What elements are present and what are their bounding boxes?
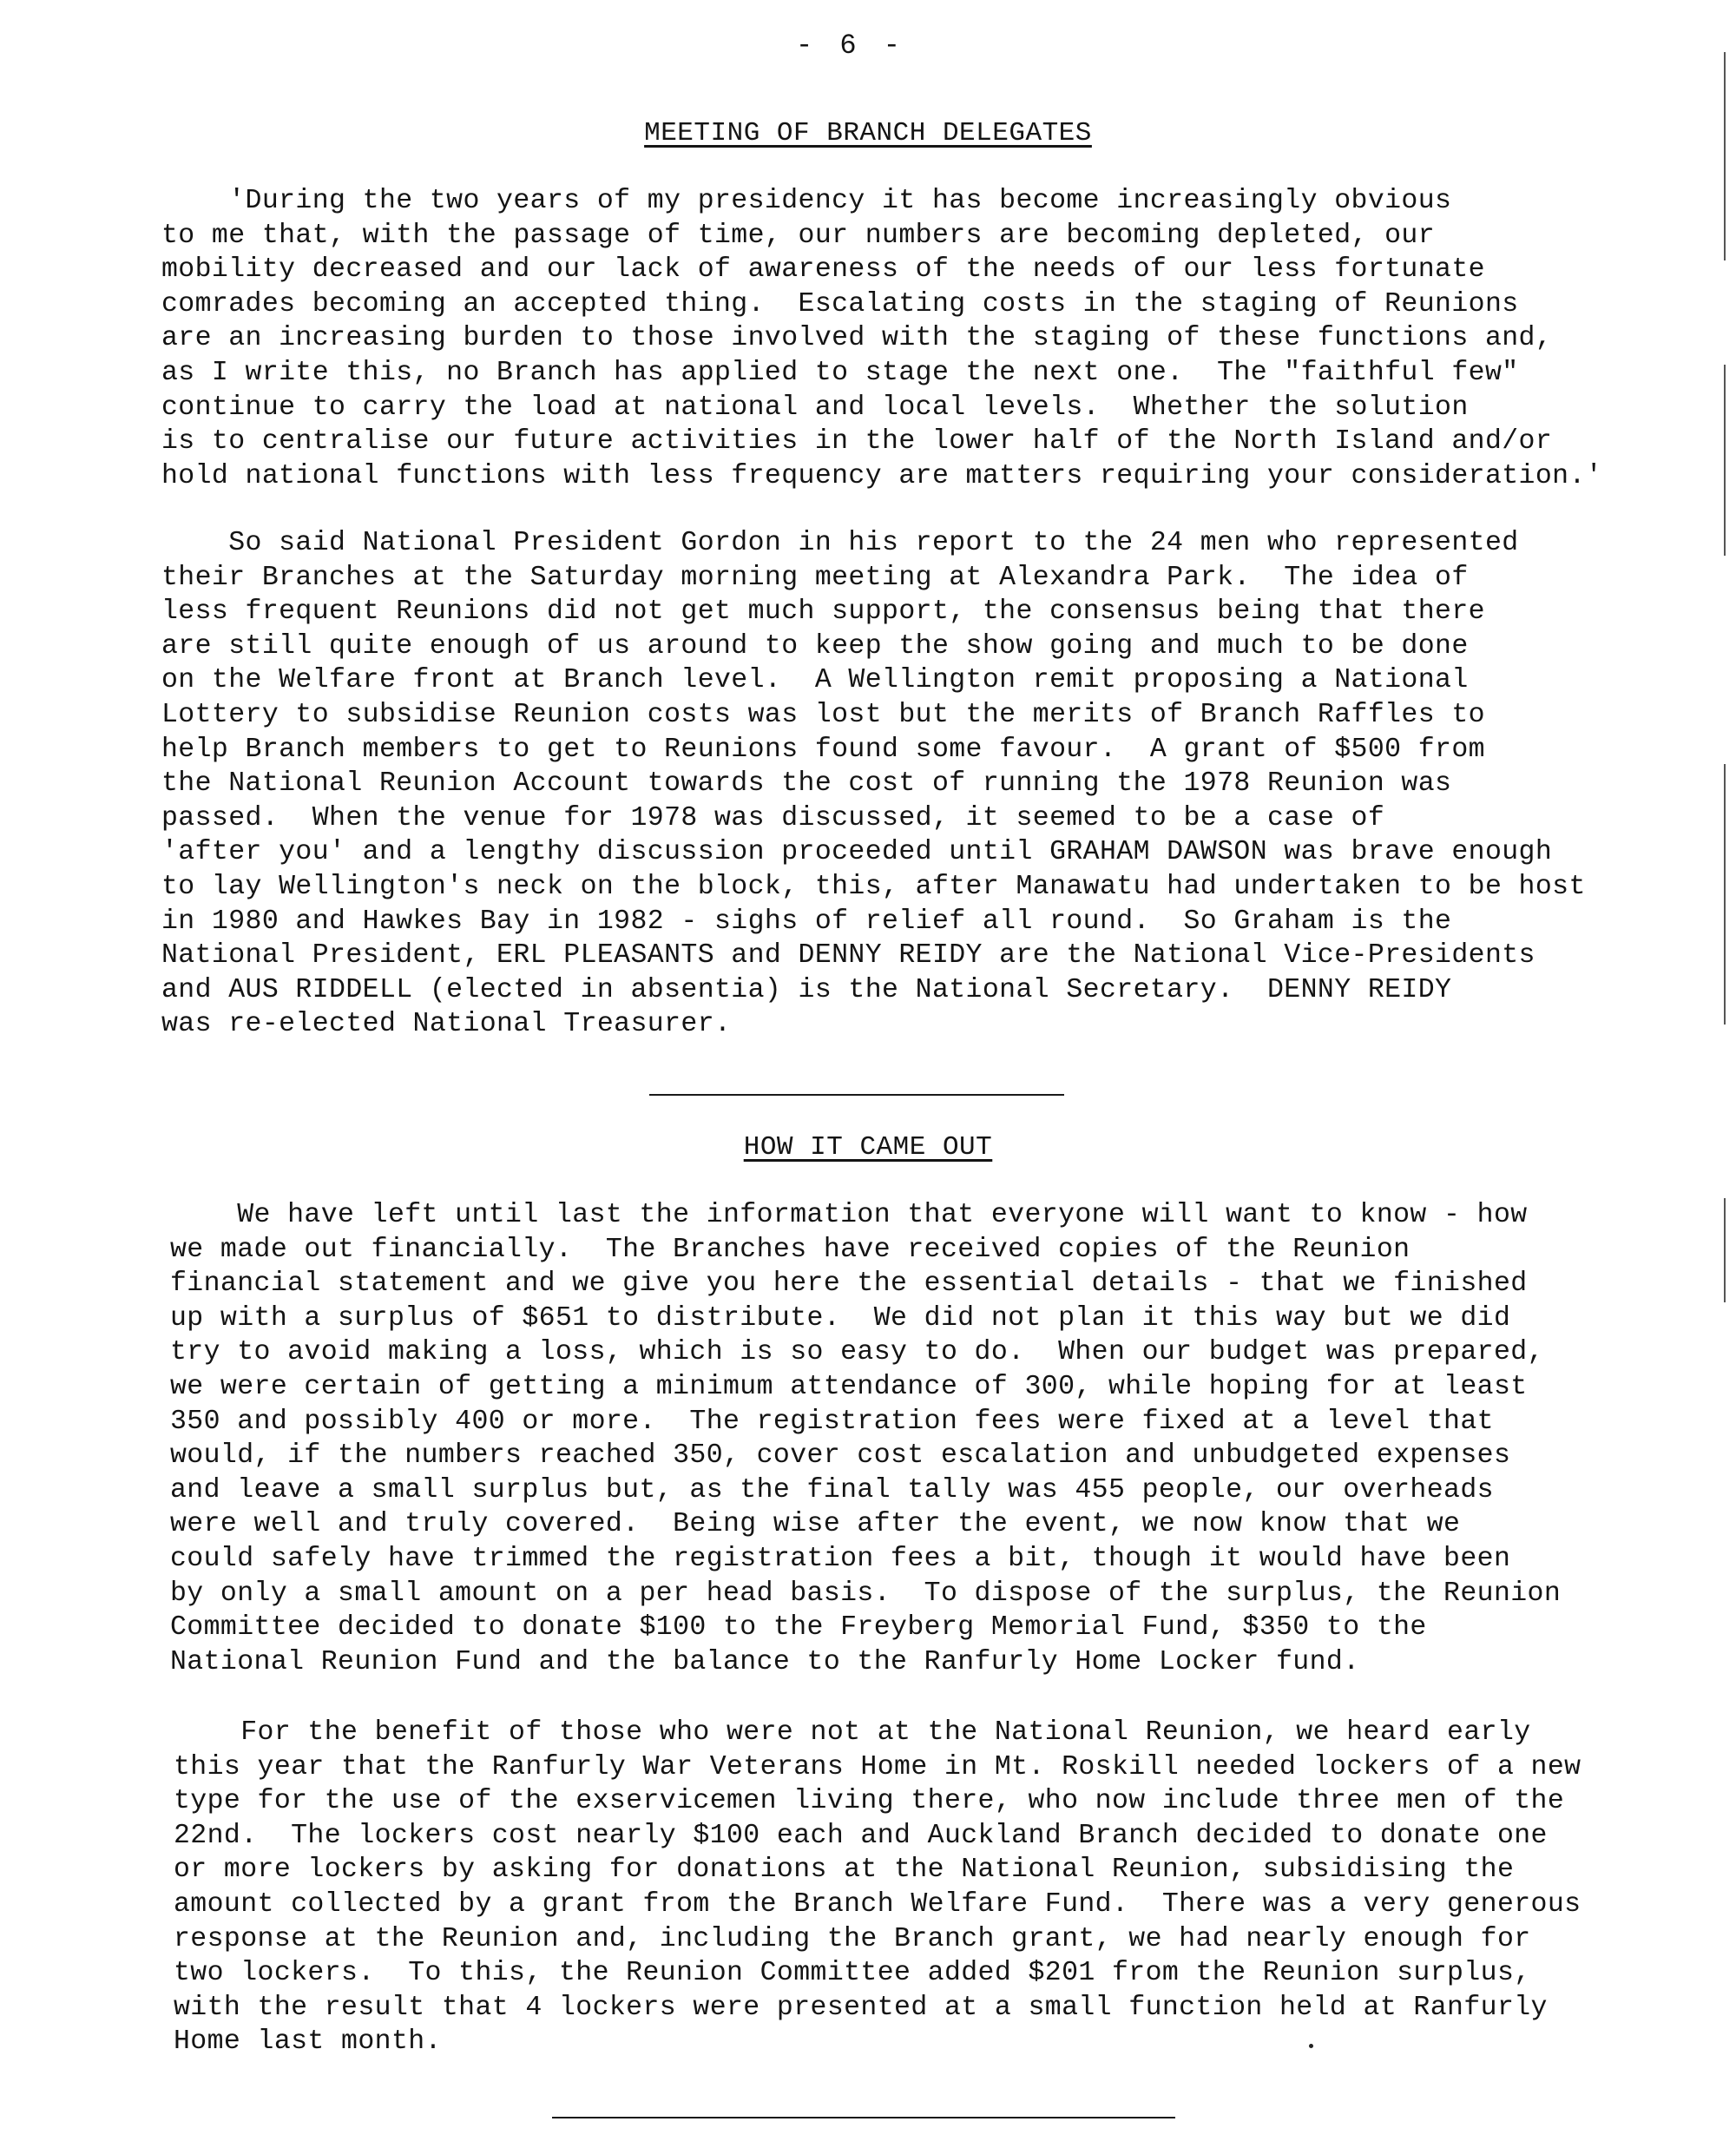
text-line: were well and truly covered. Being wise after the event, we now know that we <box>170 1509 1461 1540</box>
text-line: Committee decided to donate $100 to the Freyberg Memorial Fund, $350 to the <box>170 1612 1427 1644</box>
text-line: mobility decreased and our lack of awareness of the needs of our less fortunate <box>161 254 1485 286</box>
text-line: National President, ERL PLEASANTS and DENNY REIDY are the National Vice-Presidents <box>161 940 1535 972</box>
text-line: help Branch members to get to Reunions found some favour. A grant of $500 from <box>161 734 1485 765</box>
text-line: could safely have trimmed the registration fees a bit, though it would have been <box>170 1543 1511 1574</box>
president-quote-paragraph <box>161 184 1602 493</box>
closing-divider <box>552 2117 1175 2118</box>
text-line: For the benefit of those who were not at the National Reunion, we heard early <box>174 1717 1531 1748</box>
page-number: - 6 - <box>795 30 905 62</box>
section-heading-how-it-came-out: HOW IT CAME OUT <box>743 1132 993 1163</box>
text-line: the National Reunion Account towards the cost of running the 1978 Reunion was <box>161 768 1452 800</box>
text-line: financial statement and we give you here the essential details - that we finished <box>170 1268 1528 1300</box>
text-line: passed. When the venue for 1978 was discussed, it seemed to be a case of <box>161 802 1385 834</box>
section-heading-meeting: MEETING OF BRANCH DELEGATES <box>644 118 1092 148</box>
text-line: 22nd. The lockers cost nearly $100 each and Auckland Branch decided to donate one <box>174 1820 1548 1851</box>
margin-scan-mark <box>1724 764 1726 1025</box>
text-line: is to centralise our future activities in the lower half of the North Island and/or <box>161 426 1553 458</box>
section-divider <box>649 1094 1064 1096</box>
text-line: and AUS RIDDELL (elected in absentia) is the National Secretary. DENNY REIDY <box>161 974 1452 1005</box>
text-line: in 1980 and Hawkes Bay in 1982 - sighs of relief all round. So Graham is the <box>161 906 1452 937</box>
text-line: by only a small amount on a per head basis. To dispose of the surplus, the Reunion <box>170 1578 1562 1609</box>
text-line: this year that the Ranfurly War Veterans Home in Mt. Roskill needed lockers of a new <box>174 1751 1581 1782</box>
text-line: their Branches at the Saturday morning meeting at Alexandra Park. The idea of <box>161 562 1469 593</box>
text-line: would, if the numbers reached 350, cover cost escalation and unbudgeted expenses <box>170 1440 1511 1472</box>
text-line: So said National President Gordon in his report to the 24 men who represented <box>161 528 1519 558</box>
margin-scan-mark <box>1724 1198 1726 1302</box>
margin-scan-mark <box>1724 52 1726 260</box>
text-line: on the Welfare front at Branch level. A Wellington remit proposing a National <box>161 665 1469 696</box>
text-line: Lottery to subsidise Reunion costs was lost but the merits of Branch Raffles to <box>161 699 1485 730</box>
stray-mark <box>1309 2044 1313 2048</box>
text-line: we made out financially. The Branches have received copies of the Reunion <box>170 1234 1410 1265</box>
text-line: hold national functions with less frequency are matters requiring your consideration.' <box>161 460 1603 491</box>
text-line: we were certain of getting a minimum attendance of 300, while hoping for at least <box>170 1371 1528 1402</box>
text-line: up with a surplus of $651 to distribute. We did not plan it this way but we did <box>170 1302 1511 1334</box>
text-line: amount collected by a grant from the Branch Welfare Fund. There was a very generous <box>174 1888 1581 1920</box>
margin-scan-mark <box>1724 365 1726 556</box>
text-line: are still quite enough of us around to keep the show going and much to be done <box>161 630 1469 662</box>
text-line: or more lockers by asking for donations at the National Reunion, subsidising the <box>174 1855 1515 1886</box>
text-line: response at the Reunion and, including the Branch grant, we had nearly enough for <box>174 1923 1531 1954</box>
text-line: was re-elected National Treasurer. <box>161 1009 732 1040</box>
financial-report-paragraph <box>170 1198 1561 1679</box>
text-line: are an increasing burden to those involved with the staging of these functions and, <box>161 323 1553 354</box>
text-line: 350 and possibly 400 or more. The registration fees were fixed at a level that <box>170 1406 1494 1437</box>
text-line: Home last month. <box>174 2026 442 2058</box>
text-line: continue to carry the load at national and local levels. Whether the solution <box>161 392 1469 423</box>
text-line: 'During the two years of my presidency it has become increasingly obvious <box>161 186 1452 216</box>
text-line: We have left until last the information that everyone will want to know - how <box>170 1200 1528 1230</box>
text-line: less frequent Reunions did not get much support, the consensus being that there <box>161 596 1485 628</box>
text-line: two lockers. To this, the Reunion Committee added $201 from the Reunion surplus, <box>174 1958 1531 1989</box>
text-line: National Reunion Fund and the balance to the Ranfurly Home Locker fund. <box>170 1646 1360 1677</box>
text-line: to lay Wellington's neck on the block, this, after Manawatu had undertaken to be host <box>161 871 1586 902</box>
text-line: and leave a small surplus but, as the final tally was 455 people, our overheads <box>170 1474 1494 1506</box>
text-line: with the result that 4 lockers were presented at a small function held at Ranfurly <box>174 1992 1548 2023</box>
text-line: to me that, with the passage of time, our numbers are becoming depleted, our <box>161 220 1436 251</box>
text-line: as I write this, no Branch has applied to stage the next one. The "faithful few" <box>161 357 1519 388</box>
text-line: 'after you' and a lengthy discussion proceeded until GRAHAM DAWSON was brave enough <box>161 837 1553 868</box>
lockers-paragraph <box>174 1716 1581 2059</box>
text-line: type for the use of the exservicemen living there, who now include three men of the <box>174 1786 1565 1817</box>
text-line: comrades becoming an accepted thing. Escalating costs in the staging of Reunions <box>161 288 1519 320</box>
meeting-report-paragraph <box>161 526 1586 1042</box>
text-line: try to avoid making a loss, which is so easy to do. When our budget was prepared, <box>170 1337 1544 1368</box>
